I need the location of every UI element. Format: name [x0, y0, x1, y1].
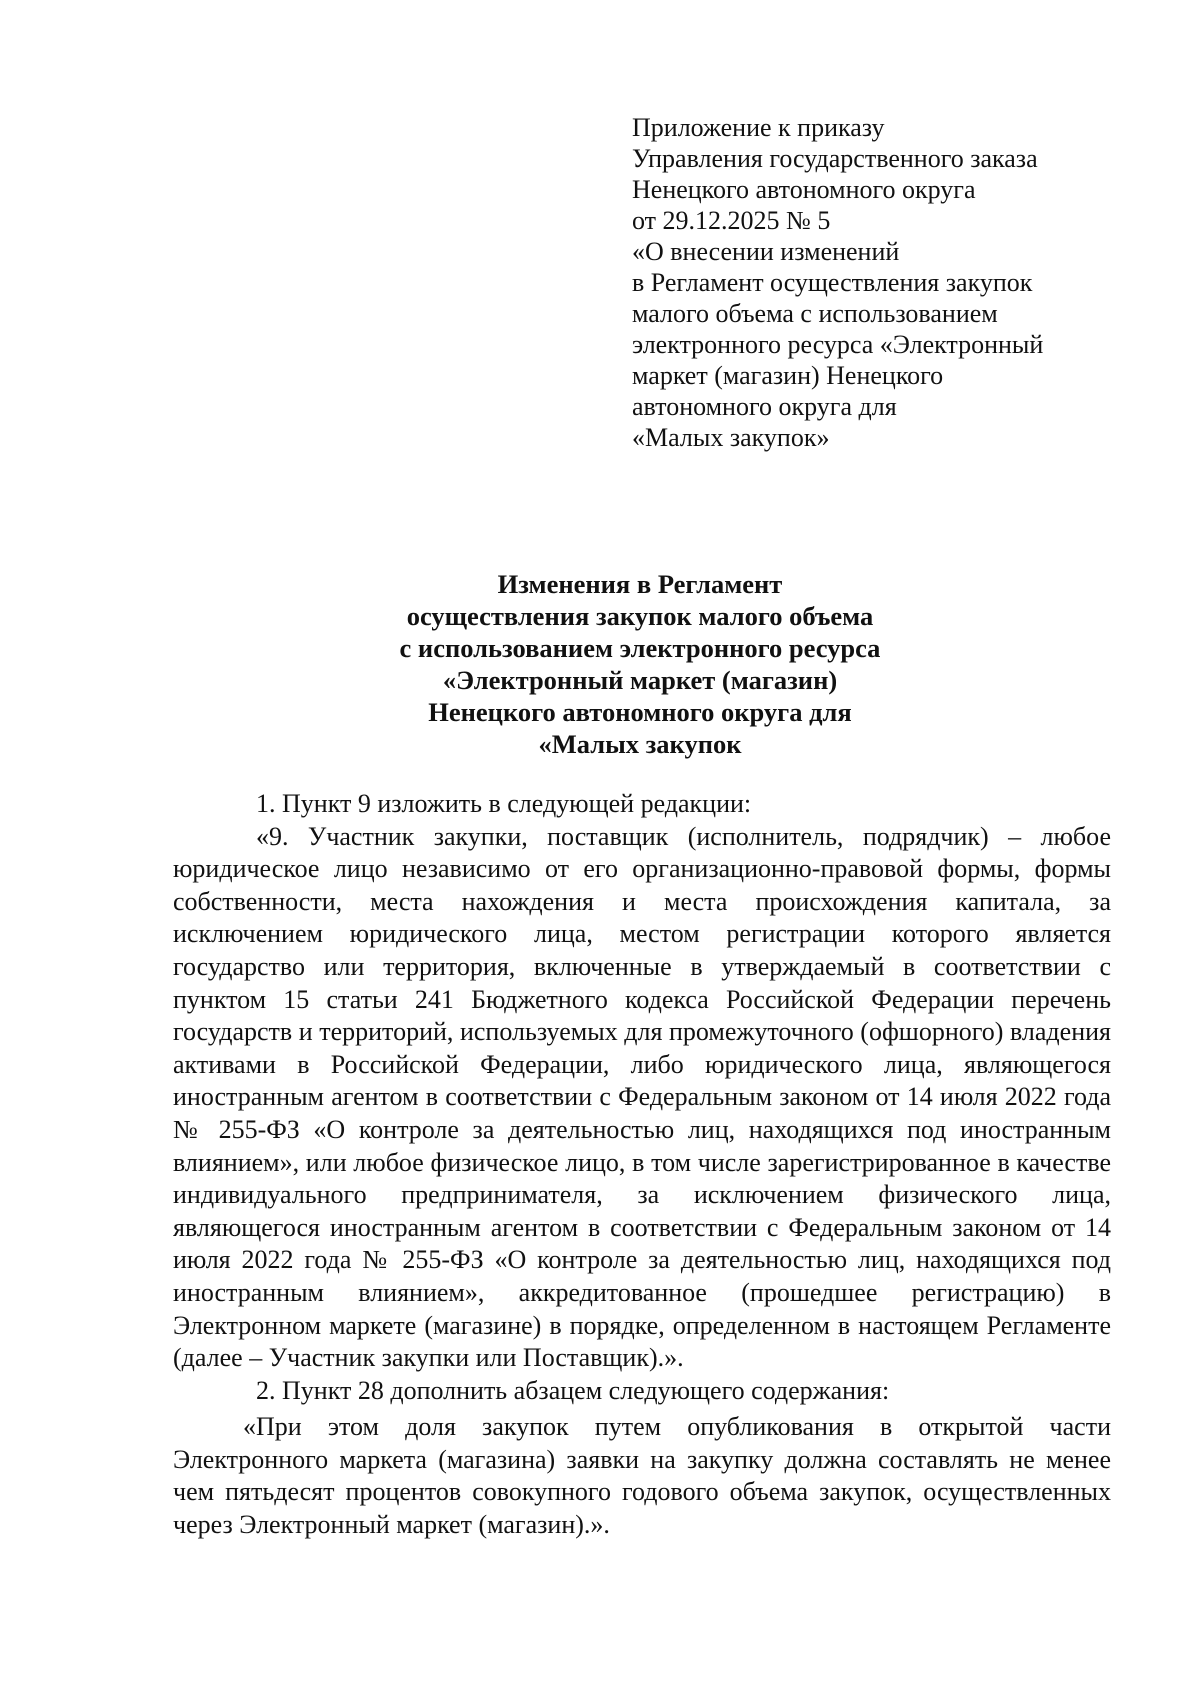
annex-line: автономного округа для — [632, 392, 897, 421]
annex-line: Ненецкого автономного округа — [632, 175, 976, 204]
annex-line: «Малых закупок» — [632, 423, 830, 452]
annex-line: в Регламент осуществления закупок — [632, 268, 1033, 297]
annex-line: Приложение к приказу — [632, 113, 885, 142]
title-line: «Электронный маркет (магазин) — [442, 665, 838, 695]
title-line: с использованием электронного ресурса — [399, 633, 881, 663]
annex-line: Управления государственного заказа — [632, 144, 1038, 173]
item-2-heading: 2. Пункт 28 дополнить абзацем следующего содержания: — [256, 1375, 890, 1405]
title-line: Изменения в Регламент — [497, 569, 783, 599]
annex-line: электронного ресурса «Электронный — [632, 330, 1044, 359]
annex-line: «О внесении изменений — [632, 237, 900, 266]
annex-line: малого объема с использованием — [632, 299, 998, 328]
title-line: Ненецкого автономного округа для — [428, 697, 852, 727]
item-1-heading: 1. Пункт 9 изложить в следующей редакции: — [256, 789, 752, 818]
annex-header — [632, 112, 1102, 453]
document-body — [173, 788, 1111, 1542]
item-2-text: «При этом доля закупок путем опубликования в открытой части Электронного маркета (магазина) заявки на закупку должна составлять не менее чем пятьдесят процентов совокупного годового объема закупок, осуществленных через Электронный маркет (магазин).». — [173, 1412, 1111, 1540]
document-title — [200, 568, 1080, 760]
title-line: осуществления закупок малого объема — [406, 601, 874, 631]
item-1-text: «9. Участник закупки, поставщик (исполнитель, подрядчик) – любое юридическое лицо независимо от его организационно-правовой формы, формы собственности, места нахождения и места происхождения капитала, за исключением юридического лица, местом регистрации которого является государство или территория, включенные в утверждаемый в соответствии с пунктом 15 статьи 241 Бюджетного кодекса Российской Федерации перечень государств и территорий, используемых для промежуточного (офшорного) владения активами в Российской Федерации, либо юридического лица, являющегося иностранным агентом в соответствии с Федеральным законом от 14 июля 2022 года № 255-ФЗ «О контроле за деятельностью лиц, находящихся под иностранным влиянием», или любое физическое лицо, в том числе зарегистрированное в качестве индивидуального предпринимателя, за исключением физического лица, являющегося иностранным агентом в соответствии с Федеральным законом от 14 июля 2022 года № 255-ФЗ «О контроле за деятельностью лиц, находящихся под иностранным влиянием», аккредитованное (прошедшее регистрацию) в Электронном маркете (магазине) в порядке, определенном в настоящем Регламенте (далее – Участник закупки или Поставщик).». — [173, 821, 1111, 1373]
title-line: «Малых закупок — [538, 729, 742, 759]
annex-line: маркет (магазин) Ненецкого — [632, 361, 944, 390]
annex-line: от 29.12.2025 № 5 — [632, 206, 831, 235]
